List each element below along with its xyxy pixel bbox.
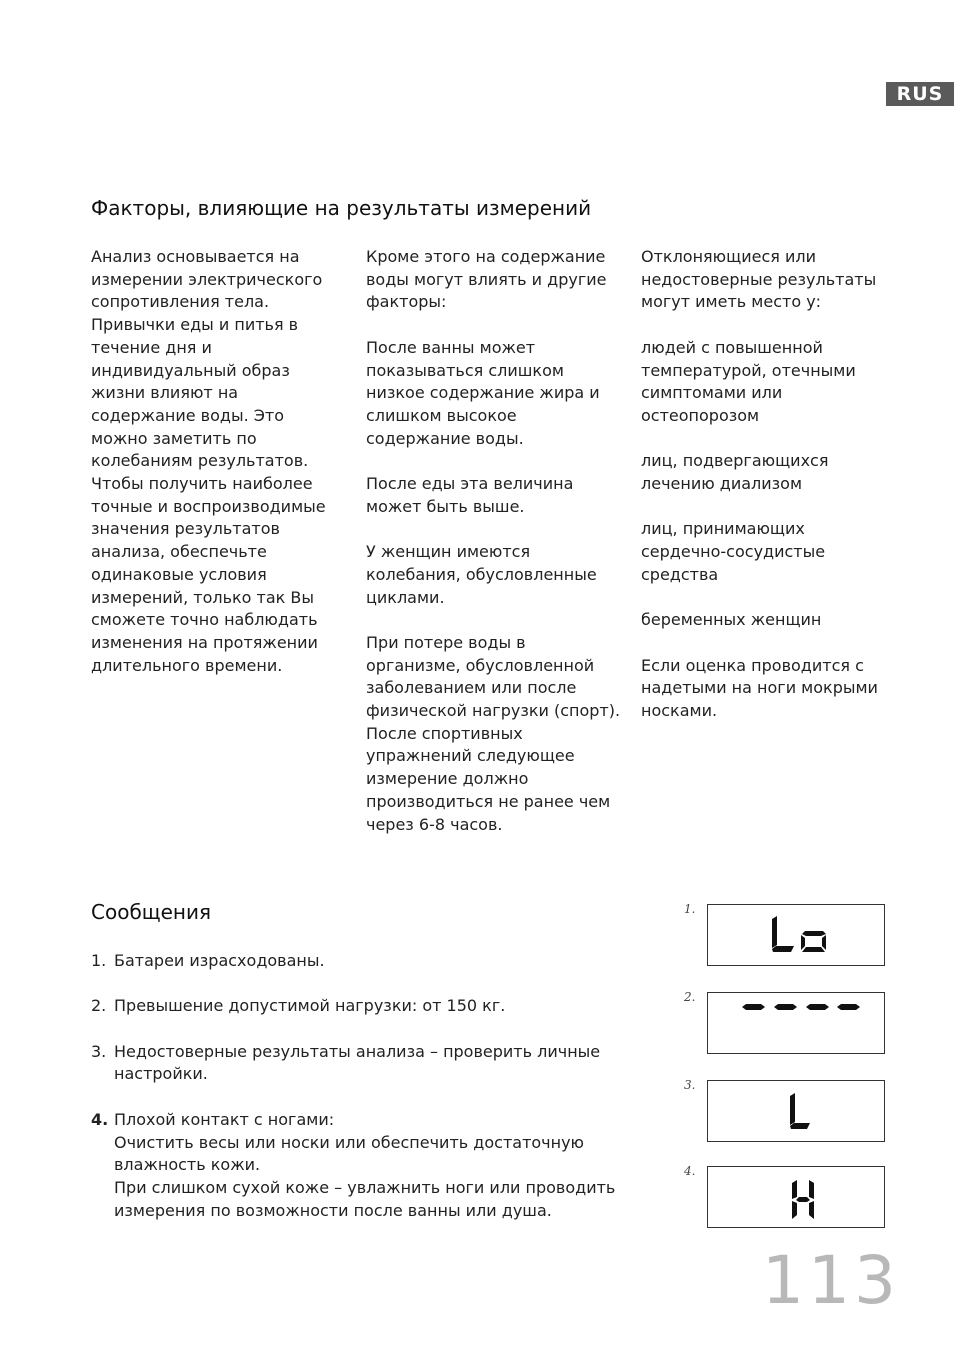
column-1 xyxy=(91,246,341,677)
message-number: 1. xyxy=(91,951,107,970)
paragraph: лиц, принимающих сердечно-сосудистые средства xyxy=(641,519,826,584)
paragraph: Если оценка проводится с надетыми на ноги мокрыми носками. xyxy=(641,655,878,720)
message-number: 2. xyxy=(91,996,107,1016)
display-label: 2. xyxy=(684,990,696,1004)
paragraph: После еды эта величина может быть выше. xyxy=(366,474,574,516)
message-number: 4. xyxy=(91,1109,109,1129)
messages-list xyxy=(91,950,631,1245)
paragraph: лиц, подвергающихся лечению диализом xyxy=(641,451,829,493)
display-label: 3. xyxy=(684,1078,696,1092)
message-text: При слишком сухой коже – увлажнить ноги или проводить измерения по возможности после ванны или душа. xyxy=(114,1177,616,1220)
column-3 xyxy=(641,246,891,723)
lcd-display-dashes xyxy=(707,992,885,1054)
message-number: 3. xyxy=(91,1041,107,1061)
message-text: Батареи израсходованы. xyxy=(114,951,325,970)
section-title-messages: Сообщения xyxy=(91,900,212,924)
lcd-lo-icon xyxy=(708,905,886,967)
message-item xyxy=(91,995,631,1018)
message-text: Превышение допустимой нагрузки: от 150 кг. xyxy=(114,996,506,1016)
paragraph: При потере воды в организме, обусловленной заболеванием или после физической нагрузки (спорт). После спортивных упражнений следующее измерение должно производиться не ранее чем через 6-8 часов. xyxy=(366,632,621,834)
paragraph: Отклоняющиеся или недостоверные результаты могут иметь место у: xyxy=(641,247,877,312)
paragraph: У женщин имеются колебания, обусловленные циклами. xyxy=(366,542,597,607)
message-item xyxy=(91,950,631,973)
message-text: Очистить весы или носки или обеспечить достаточную влажность кожи. xyxy=(114,1132,585,1175)
lcd-display-l xyxy=(707,1080,885,1142)
lcd-l-icon xyxy=(708,1081,886,1143)
lcd-display-lo xyxy=(707,904,885,966)
section-title-factors: Факторы, влияющие на результаты измерений xyxy=(91,196,592,220)
paragraph: людей с повышенной температурой, отечными симптомами или остеопорозом xyxy=(641,337,856,425)
page-number: 113 xyxy=(762,1242,900,1319)
language-badge: RUS xyxy=(886,82,954,106)
lcd-display-h xyxy=(707,1166,885,1228)
lcd-dashes-icon xyxy=(708,993,886,1055)
lcd-h-icon xyxy=(708,1167,886,1229)
paragraph: беременных женщин xyxy=(641,610,822,630)
message-text: Недостоверные результаты анализа – проверить личные настройки. xyxy=(114,1041,601,1084)
display-label: 1. xyxy=(684,902,696,916)
message-item xyxy=(91,1041,631,1086)
paragraph: Анализ основывается на измерении электрического сопротивления тела. Привычки еды и питья в течение дня и индивидуальный образ жизни влияют на содержание воды. Это можно заметить по колебаниям результатов. Чтобы получить наиболее точные и воспроизводимые значения результатов анализа, обеспечьте одинаковые условия измерений, только так Вы сможете точно наблюдать изменения на протяжении длительного времени. xyxy=(91,247,326,675)
paragraph: После ванны может показываться слишком низкое содержание жира и слишком высокое содержание воды. xyxy=(366,337,600,448)
paragraph: Кроме этого на содержание воды могут влиять и другие факторы: xyxy=(366,247,607,312)
display-label: 4. xyxy=(684,1164,696,1178)
message-text: Плохой контакт с ногами: xyxy=(114,1109,335,1129)
message-item xyxy=(91,1109,631,1223)
column-2 xyxy=(366,246,621,836)
